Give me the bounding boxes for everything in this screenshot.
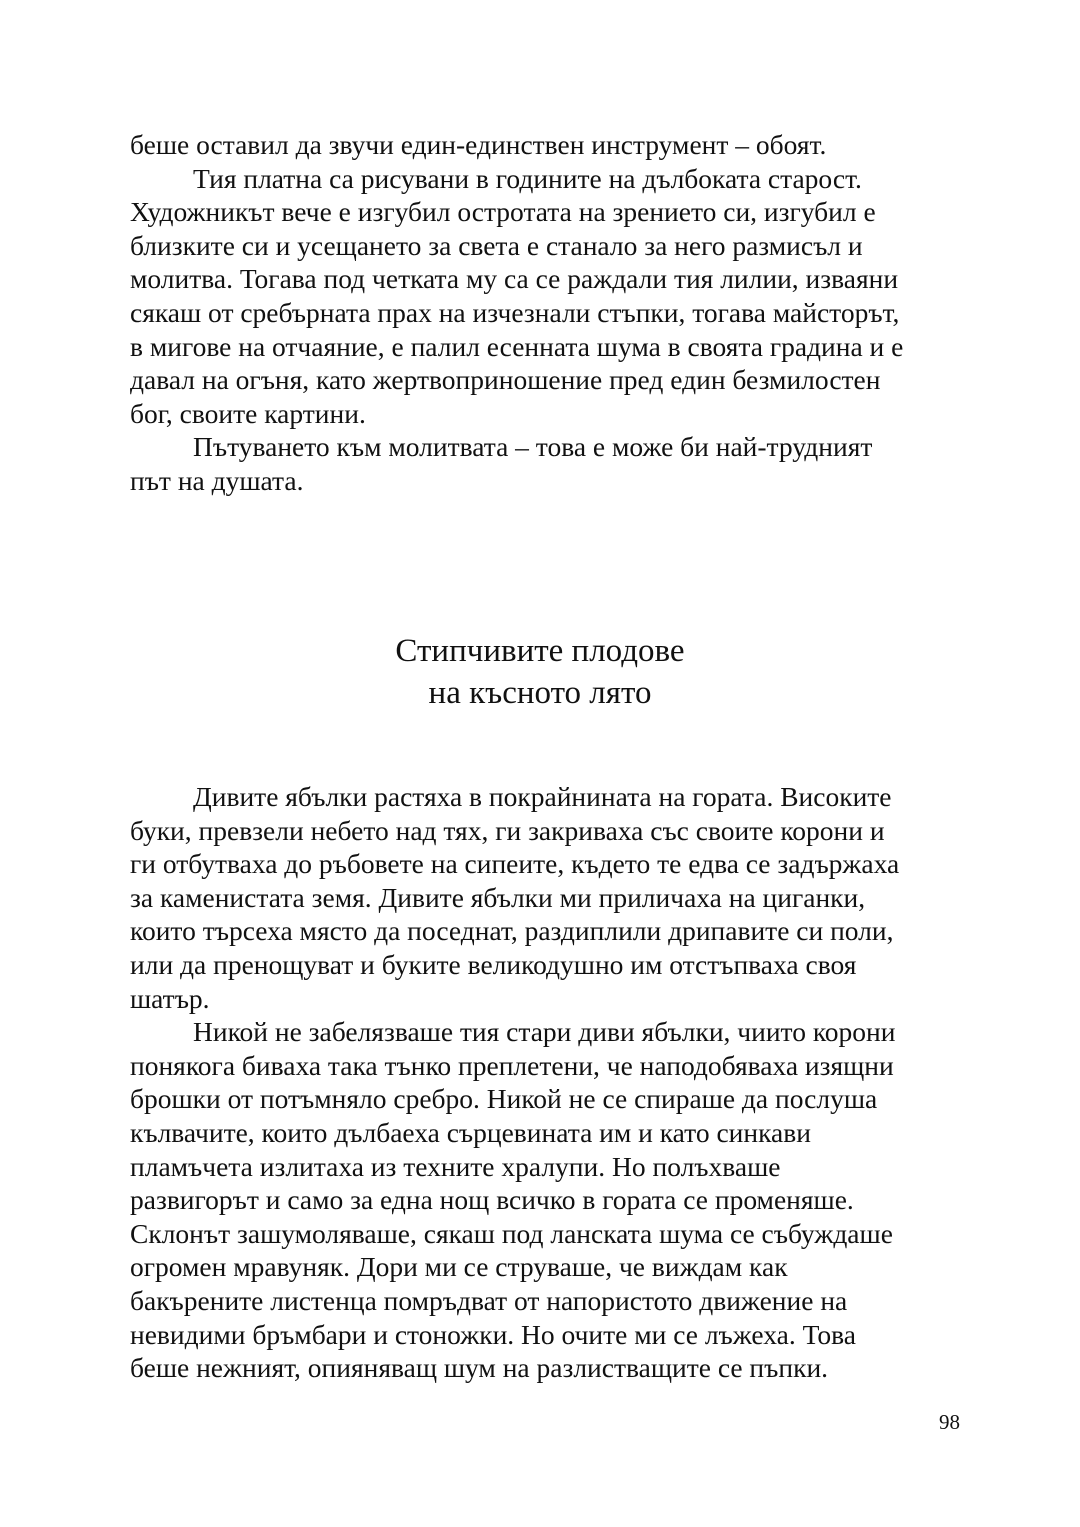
chapter-title-line-2: на късното лято bbox=[428, 675, 652, 711]
text-line: Дивите ябълки растяха в покрайнината на гората. Високите bbox=[193, 781, 892, 812]
text-line: които търсеха място да поседнат, раздиплили дрипавите си поли, bbox=[130, 915, 894, 947]
text-line: бакърените листенца помръдват от напористото движение на bbox=[130, 1284, 848, 1316]
text-line: път на душата. bbox=[130, 464, 304, 496]
text-line: понякога биваха така тънко преплетени, че наподобяваха изящни bbox=[130, 1049, 894, 1081]
text-line: Никой не забелязваше тия стари диви ябълки, чиито корони bbox=[193, 1016, 896, 1048]
text-line: беше нежният, опияняващ шум на разлистващите се пъпки. bbox=[130, 1352, 829, 1384]
page-number: 98 bbox=[939, 1410, 960, 1434]
text-line: беше оставил да звучи един-единствен инструмент – обоят. bbox=[130, 129, 827, 160]
text-line: в мигове на отчаяние, е палил есенната шума в своята градина и е bbox=[130, 330, 904, 362]
text-line: бог, своите картини. bbox=[130, 397, 366, 429]
text-line: Склонът зашумоляваше, сякаш под ланската шума се събуждаше bbox=[130, 1217, 893, 1249]
top-text-block bbox=[130, 128, 950, 498]
text-line: буки, превзели небето над тях, ги закриваха със своите корони и bbox=[130, 814, 885, 846]
text-line: шатър. bbox=[130, 982, 210, 1014]
text-line: пламъчета излитаха из техните хралупи. Но полъхваше bbox=[130, 1150, 781, 1182]
text-line: давал на огъня, като жертвоприношение пред един безмилостен bbox=[130, 364, 881, 396]
text-line: огромен мравуняк. Дори ми се струваше, че виждам как bbox=[130, 1251, 788, 1283]
text-line: молитва. Тогава под четката му са се раждали тия лилии, изваяни bbox=[130, 263, 899, 295]
text-line: кълвачите, които дълбаеха сърцевината им и като синкави bbox=[130, 1116, 811, 1148]
text-line: близките си и усещането за света е станало за него размисъл и bbox=[130, 229, 863, 261]
bottom-text-block bbox=[130, 780, 950, 1385]
chapter-title bbox=[0, 630, 1080, 714]
text-line: невидими бръмбари и стоножки. Но очите ми се лъжеха. Това bbox=[130, 1318, 856, 1350]
text-line: или да пренощуват и буките великодушно им отстъпваха своя bbox=[130, 948, 857, 980]
text-line: брошки от потъмняло сребро. Никой не се спираше да послуша bbox=[130, 1083, 878, 1115]
text-line: развигорът и само за една нощ всичко в гората се променяше. bbox=[130, 1184, 854, 1216]
chapter-title-line-1: Стипчивите плодове bbox=[395, 633, 685, 669]
text-line: сякаш от сребърната прах на изчезнали стъпки, тогава майсторът, bbox=[130, 296, 900, 328]
text-line: ги отбутваха до ръбовете на сипеите, където те едва се задържаха bbox=[130, 848, 900, 880]
text-line: Тия платна са рисувани в годините на дълбоката старост. bbox=[193, 162, 862, 194]
text-line: Художникът вече е изгубил остротата на зрението си, изгубил е bbox=[130, 196, 876, 228]
text-line: Пътуването към молитвата – това е може би най-трудният bbox=[193, 431, 873, 463]
text-line: за каменистата земя. Дивите ябълки ми приличаха на циганки, bbox=[130, 881, 866, 913]
